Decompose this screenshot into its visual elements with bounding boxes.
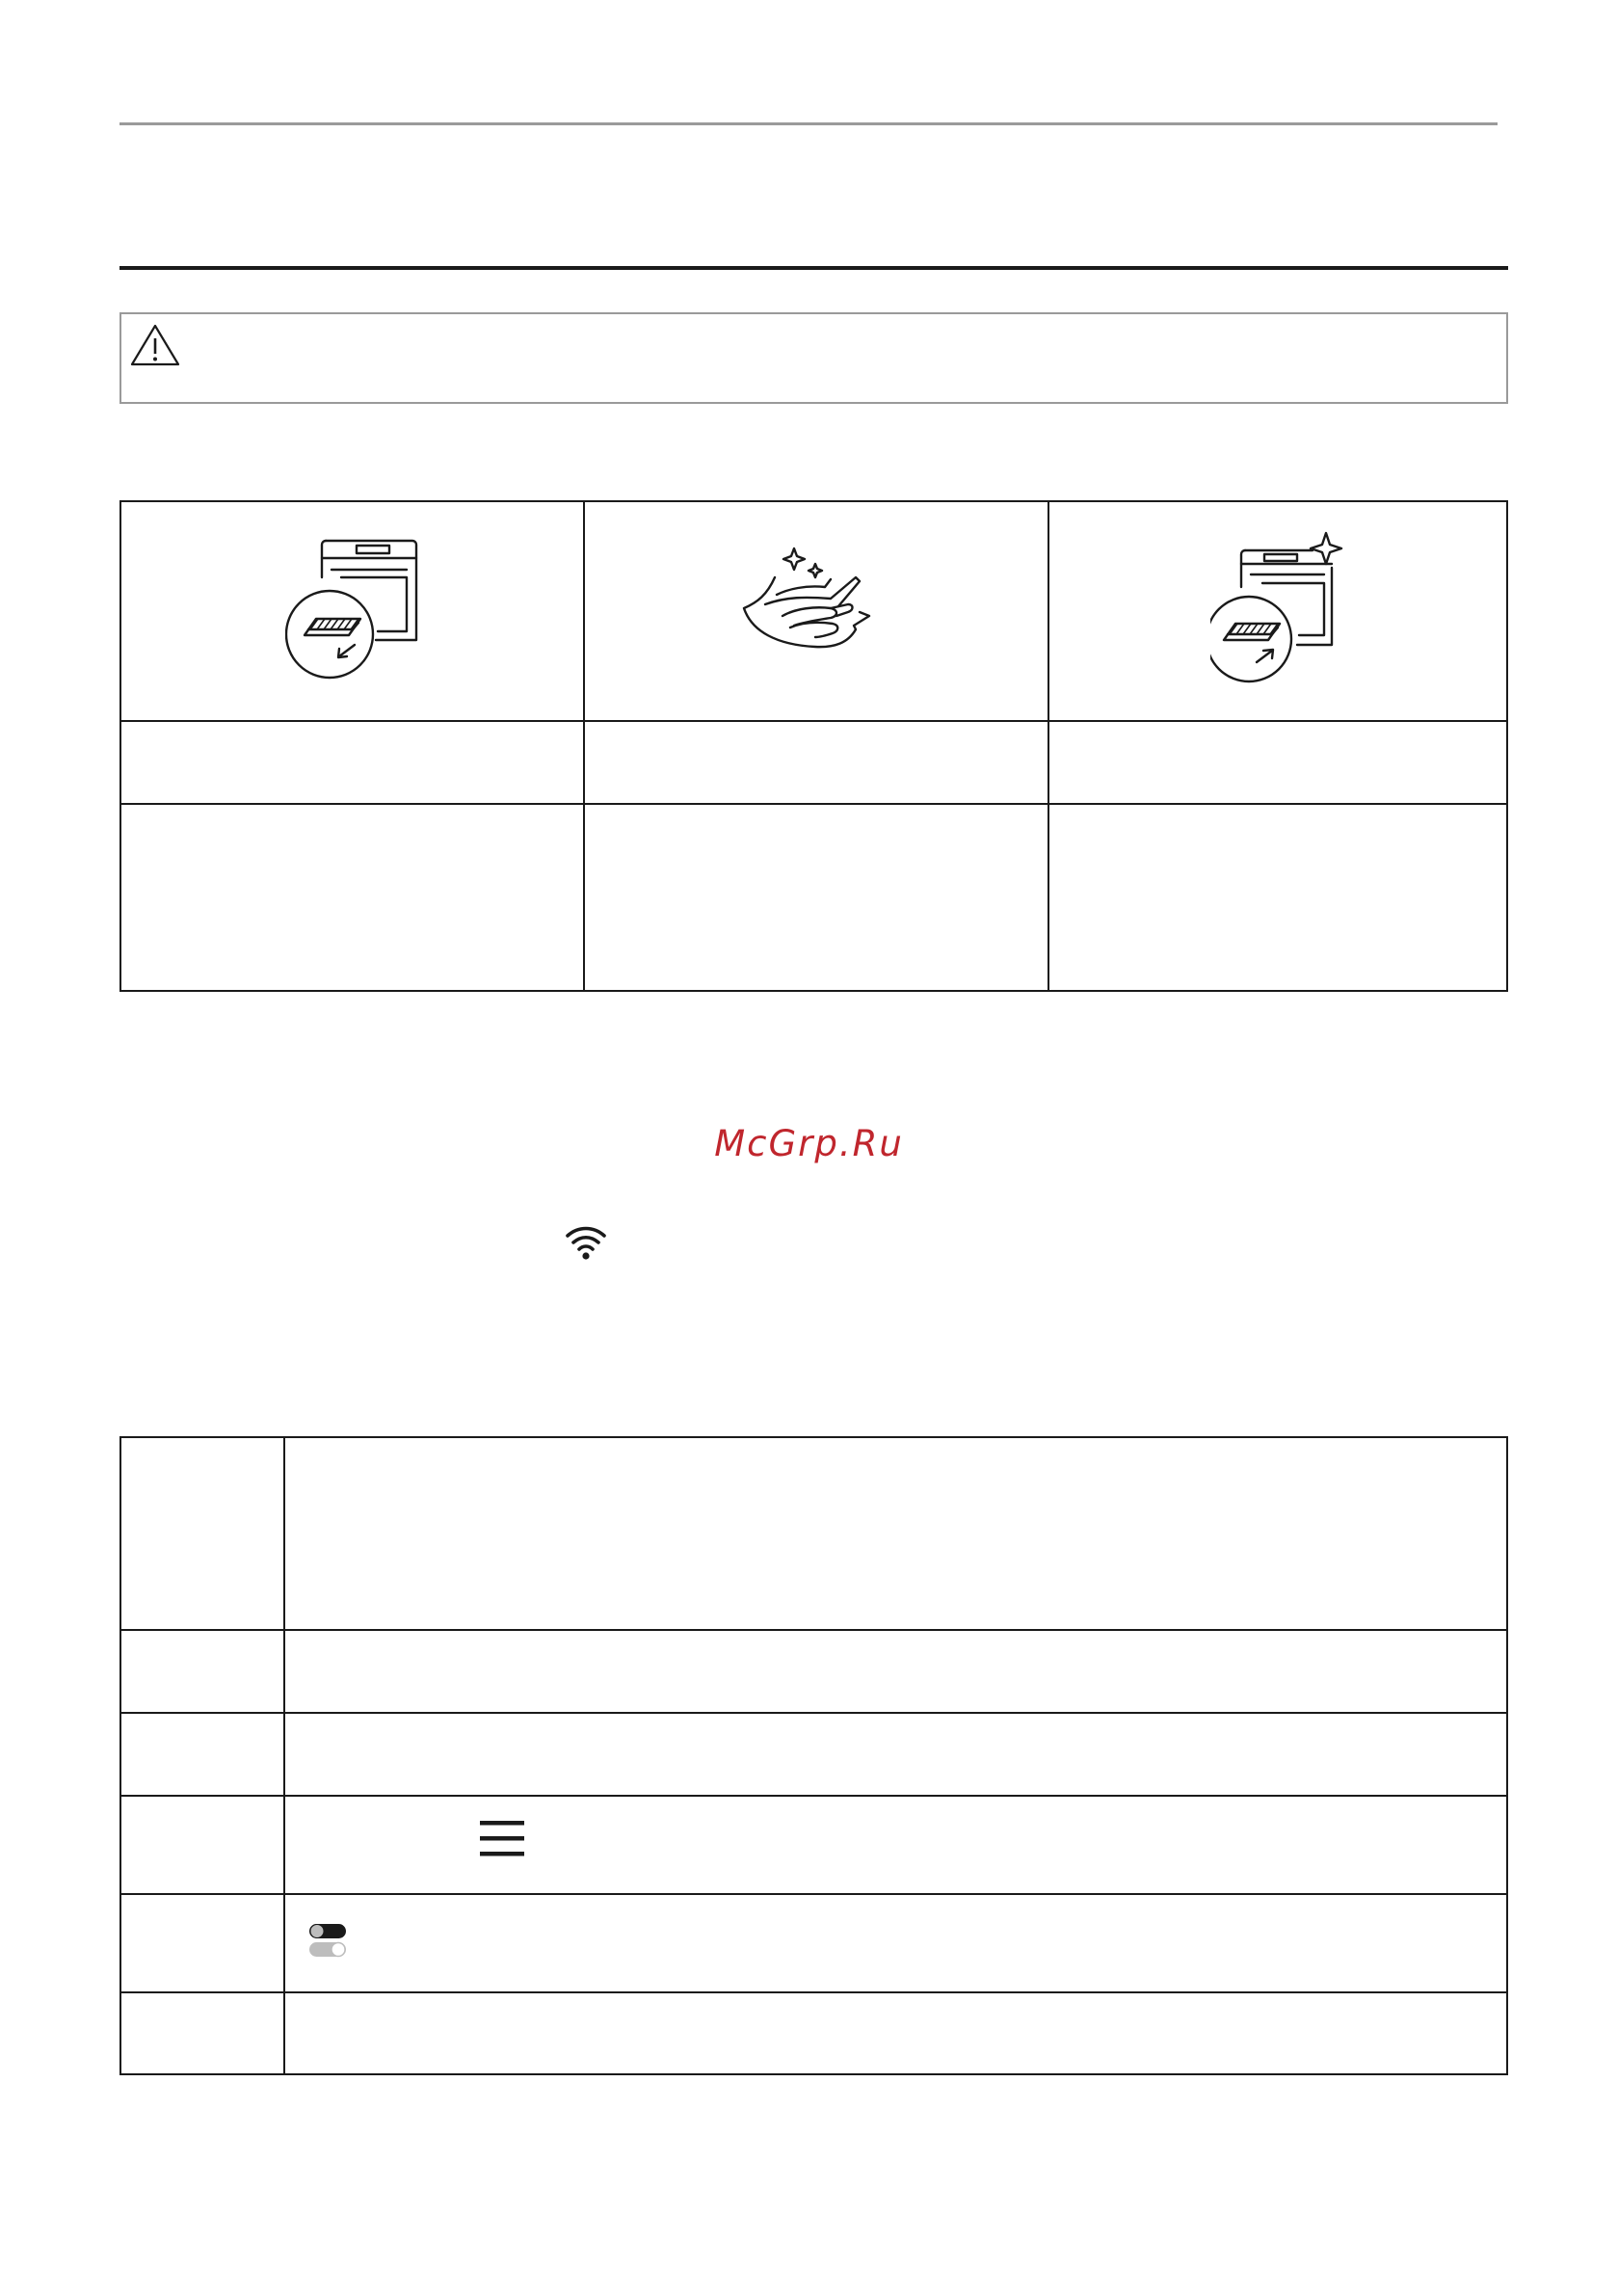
cleaning-steps-table (119, 500, 1508, 992)
table-divider (121, 1893, 1506, 1895)
warning-triangle-icon (129, 322, 181, 368)
wifi-icon (564, 1224, 608, 1261)
table-divider (121, 803, 1506, 805)
oven-remove-shelf-icon (285, 537, 420, 681)
toggle-switch-icon (308, 1922, 349, 1959)
hand-cleaning-sparkle-icon (738, 537, 902, 672)
section-divider (119, 266, 1508, 270)
table-divider (583, 502, 585, 990)
watermark: McGrp.Ru (714, 1123, 904, 1164)
clean-oven-insert-shelf-icon (1210, 529, 1355, 683)
settings-table (119, 1436, 1508, 2075)
table-divider (121, 720, 1506, 722)
table-divider (121, 1795, 1506, 1797)
warning-box (119, 312, 1508, 404)
hamburger-menu-icon (480, 1819, 524, 1859)
table-divider (283, 1438, 285, 2073)
table-divider (1048, 502, 1049, 990)
table-divider (121, 1629, 1506, 1631)
table-divider (121, 1991, 1506, 1993)
header-rule (119, 122, 1498, 125)
table-divider (121, 1712, 1506, 1714)
